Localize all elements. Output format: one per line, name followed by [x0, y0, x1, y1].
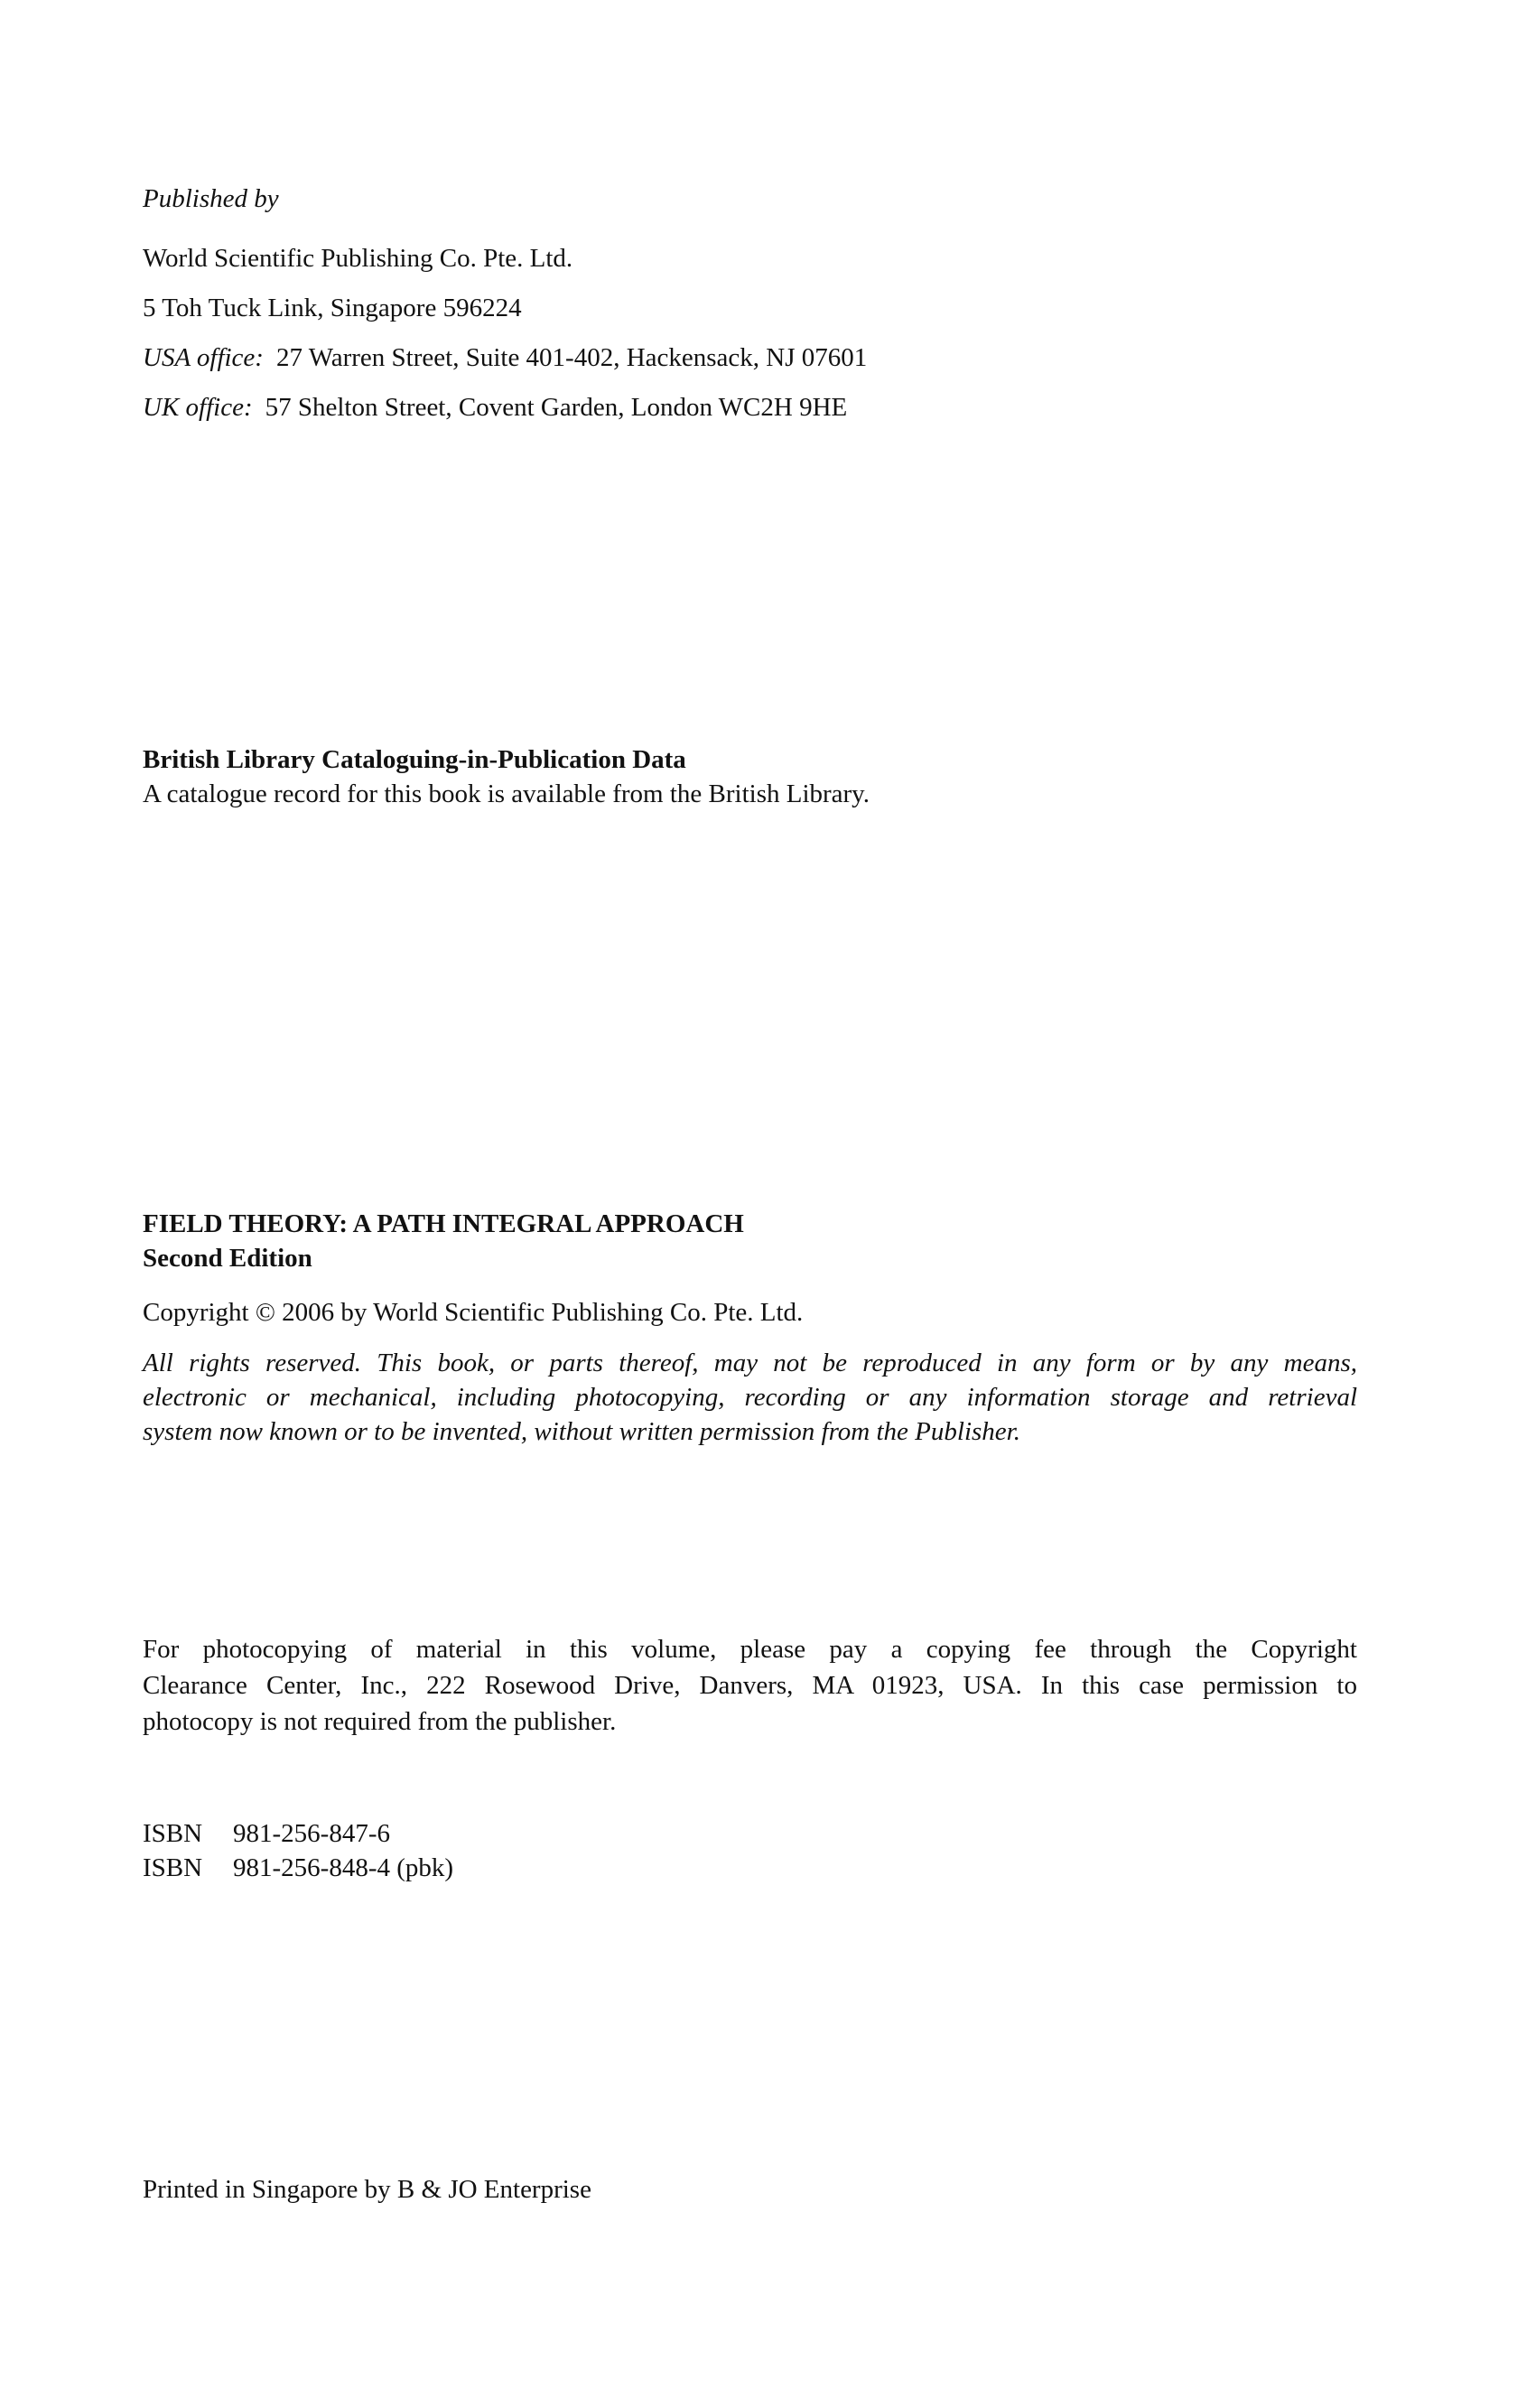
cip-text: A catalogue record for this book is available from the British Library. [143, 779, 870, 808]
isbn-value: 981-256-847-6 [233, 1819, 390, 1848]
printer-line [143, 2171, 1357, 2207]
rights-line: electronic or mechanical, including photocopying, recording or any information storage and retrieval [143, 1383, 1357, 1412]
usa-office-label: USA office: [143, 343, 264, 372]
uk-office-label: UK office: [143, 393, 253, 422]
publisher-address: 5 Toh Tuck Link, Singapore 596224 [143, 294, 522, 322]
book-title: FIELD THEORY: A PATH INTEGRAL APPROACH [143, 1209, 744, 1238]
isbn-label: ISBN [143, 1819, 203, 1848]
isbn-line [143, 1816, 1357, 1851]
uk-office-line [143, 389, 1357, 425]
publisher-block [143, 181, 1357, 439]
uk-office-address: 57 Shelton Street, Covent Garden, London WC2H 9HE [265, 393, 848, 422]
isbn-label: ISBN [143, 1853, 203, 1882]
printed-in: Printed in Singapore by B & JO Enterprise [143, 2175, 591, 2204]
isbn-line [143, 1851, 1357, 1885]
photocopy-notice [143, 1631, 1357, 1740]
cip-heading: British Library Cataloguing-in-Publication Data [143, 745, 686, 774]
copyright-block [143, 1207, 1357, 1449]
book-edition: Second Edition [143, 1244, 312, 1273]
usa-office-address: 27 Warren Street, Suite 401-402, Hackensack, NJ 07601 [275, 343, 868, 372]
rights-line: system now known or to be invented, without written permission from the Publisher. [143, 1417, 1020, 1446]
published-by-label: Published by [143, 184, 279, 213]
photocopy-line: For photocopying of material in this volume, please pay a copying fee through the Copyright [143, 1635, 1357, 1664]
cip-block [143, 742, 1357, 811]
publisher-name: World Scientific Publishing Co. Pte. Ltd. [143, 244, 573, 273]
copyright-statement: Copyright © 2006 by World Scientific Publishing Co. Pte. Ltd. [143, 1298, 804, 1327]
rights-line: All rights reserved. This book, or parts thereof, may not be reproduced in any form or by any means, [143, 1349, 1357, 1377]
isbn-value: 981-256-848-4 (pbk) [233, 1853, 454, 1882]
isbn-block [143, 1816, 1357, 1885]
photocopy-line: Clearance Center, Inc., 222 Rosewood Drive, Danvers, MA 01923, USA. In this case permission to [143, 1671, 1357, 1700]
usa-office-line [143, 340, 1357, 376]
photocopy-line: photocopy is not required from the publisher. [143, 1707, 617, 1736]
